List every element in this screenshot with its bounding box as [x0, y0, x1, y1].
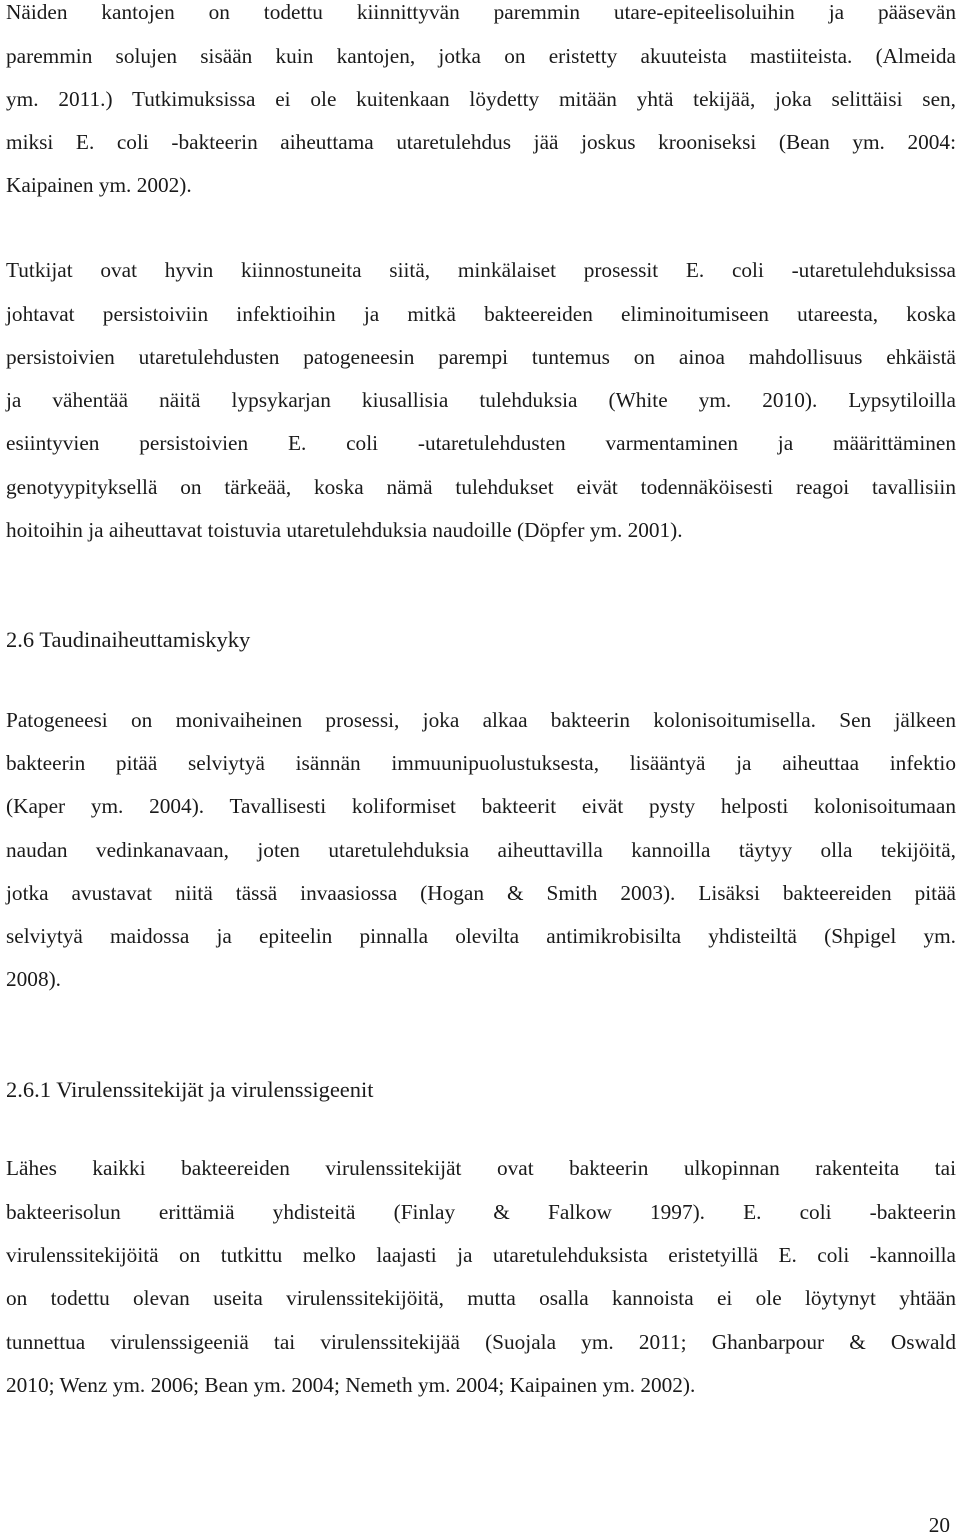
text-line: (Kaper ym. 2004). Tavallisesti koliformiset bakteerit eivät pysty helposti kolonisoitumaan	[6, 794, 956, 818]
text-line: 2008).	[6, 967, 62, 991]
text-line: virulenssitekijöitä on tutkittu melko laajasti ja utaretulehduksista eristetyillä E. coli -kannoilla	[6, 1243, 956, 1267]
text-line: persistoivien utaretulehdusten patogeneesin parempi tuntemus on ainoa mahdollisuus ehkäistä	[6, 345, 956, 369]
text-line: tunnettua virulenssigeeniä tai virulenssitekijää (Suojala ym. 2011; Ghanbarpour & Oswald	[6, 1330, 956, 1354]
text-line: miksi E. coli -bakteerin aiheuttama utaretulehdus jää joskus krooniseksi (Bean ym. 2004:	[6, 130, 956, 154]
text-line: Kaipainen ym. 2002).	[6, 173, 192, 197]
subsection-heading: 2.6.1 Virulenssitekijät ja virulenssigeenit	[6, 1077, 374, 1102]
page-number: 20	[928, 1513, 950, 1537]
document-page	[6, 0, 956, 1537]
text-line: jotka avustavat niitä tässä invaasiossa (Hogan & Smith 2003). Lisäksi bakteereiden pitää	[6, 881, 956, 905]
text-line: bakteerisolun erittämiä yhdisteitä (Finlay & Falkow 1997). E. coli -bakteerin	[6, 1200, 956, 1224]
text-line: Tutkijat ovat hyvin kiinnostuneita siitä, minkälaiset prosessit E. coli -utaretulehduksissa	[6, 258, 956, 282]
text-line: naudan vedinkanavaan, joten utaretulehduksia aiheuttavilla kannoilla täytyy olla tekijöitä,	[6, 838, 956, 862]
text-line: on todettu olevan useita virulenssitekijöitä, mutta osalla kannoista ei ole löytynyt yhtään	[6, 1286, 956, 1310]
text-line: Patogeneesi on monivaiheinen prosessi, joka alkaa bakteerin kolonisoitumisella. Sen jälkeen	[6, 708, 956, 732]
text-line: ym. 2011.) Tutkimuksissa ei ole kuitenkaan löydetty mitään yhtä tekijää, joka selittäisi sen,	[6, 87, 956, 111]
text-line: bakteerin pitää selviytyä isännän immuunipuolustuksesta, lisääntyä ja aiheuttaa infektio	[6, 751, 956, 775]
text-line: paremmin solujen sisään kuin kantojen, jotka on eristetty akuuteista mastiiteista. (Almeida	[6, 44, 956, 68]
section-heading: 2.6 Taudinaiheuttamiskyky	[6, 627, 251, 652]
text-line: selviytyä maidossa ja epiteelin pinnalla olevilta antimikrobisilta yhdisteiltä (Shpigel ym.	[6, 924, 956, 948]
text-line: ja vähentää näitä lypsykarjan kiusallisia tulehduksia (White ym. 2010). Lypsytiloilla	[6, 388, 956, 412]
text-line: johtavat persistoiviin infektioihin ja mitkä bakteereiden eliminoitumiseen utareesta, koska	[6, 302, 956, 326]
text-line: Lähes kaikki bakteereiden virulenssitekijät ovat bakteerin ulkopinnan rakenteita tai	[6, 1156, 956, 1180]
text-line: hoitoihin ja aiheuttavat toistuvia utaretulehduksia naudoille (Döpfer ym. 2001).	[6, 518, 683, 542]
text-line: Näiden kantojen on todettu kiinnittyvän paremmin utare-epiteelisoluihin ja pääsevän	[6, 0, 956, 24]
text-line: 2010; Wenz ym. 2006; Bean ym. 2004; Nemeth ym. 2004; Kaipainen ym. 2002).	[6, 1373, 696, 1397]
text-line: esiintyvien persistoivien E. coli -utaretulehdusten varmentaminen ja määrittäminen	[6, 431, 956, 455]
text-line: genotyypityksellä on tärkeää, koska nämä tulehdukset eivät todennäköisesti reagoi tavallisiin	[6, 475, 956, 499]
